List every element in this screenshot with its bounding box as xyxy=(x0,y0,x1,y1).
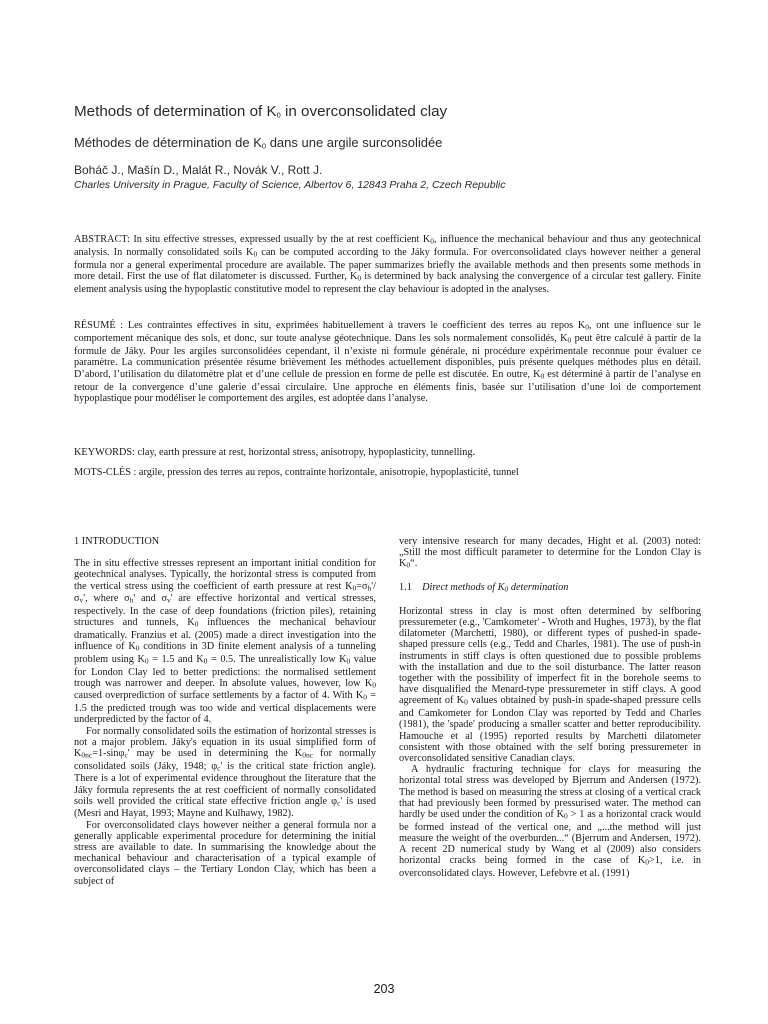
left-column xyxy=(74,536,376,887)
paragraph: very intensive research for many decades, Hight et al. (2003) noted: „Still the most difficult parameter to determine for the London Clay is $K_0“$. xyxy=(399,536,701,570)
paper-title-english: Methods of determination of $K_0$ in overconsolidated clay xyxy=(74,103,448,120)
paragraph: For normally consolidated soils the estimation of horizontal stresses is not a major problem. Jáky's equation in its usual simplified form of $K_{0nc}=1-\sin\varphi_c'$ may be used in determining the $K_{0nc}$ for normally consolidated soils (Jáky, 1948; $\varphi_c'$ is the critical state friction angle). There is a lot of experimental evidence throughout the literature that the Jáky formula represents the at rest coefficient of normally consolidated soils well provided the critical state effective friction angle $\varphi_c'$ is used (Mesri and Hayat, 1993; Mayne and Kulhawy, 1982). xyxy=(74,725,376,820)
paper-title-french: Méthodes de détermination de $K_0$ dans une argile surconsolidée xyxy=(74,135,443,151)
right-column xyxy=(399,536,701,879)
paragraph: A hydraulic fracturing technique for clays for measuring the horizontal total stress was developed by Bjerrum and Andersen (1972). The method is based on measuring the stress at closing of a vertical crack that had previously been formed by pressurised water. The method can hardly be used under the condition of $K_0 > 1$ as a horizontal crack would be formed instead of the vertical one, and „...the method will just measure the weight of the overburden...“ (Bjerrum and Andersen, 1972). A recent 2D numerical study by Wang et al (2009) also considers horizontal cracks being formed in the case of $K_0>1$, i.e. in overconsolidated clays. However, Lefebvre et al. (1991) xyxy=(399,764,701,879)
keywords-french: MOTS-CLÉS : argile, pression des terres au repos, contrainte horizontale, anisotropie, hypoplasticité, tunnel xyxy=(74,467,519,478)
subsection-heading: 1.1 Direct methods of $K_0$ determination xyxy=(399,582,569,594)
paragraph: For overconsolidated clays however neither a general formula nor a generally applicable experimental procedure for determining the initial stress are available to date. In summarising the knowledge about the mechanical behaviour and characterisation of a typical example of overconsolidated clays – the Tertiary London Clay, which has been a subject of xyxy=(74,819,376,887)
paragraph: Horizontal stress in clay is most often determined by selfboring pressuremeter (e.g., 'Camkometer' - Wroth and Hughes, 1973), by the flat dilatometer (Marchetti, 1980), or different types of pushed-in spade-shaped pressure cells (e.g., Tedd and Charles, 1981). The use of push-in instruments in stiff clays is often questioned due to possible problems with the installation and due to the soil disturbance. The latter reason together with the possibility of imperfect fit in the borehole seems to have disqualified the Menard-type pressuremeter in stiff clays. A good agreement of $K_0$ values obtained by push-in spade-shaped pressure cells and Camkometer for London Clay was reported by Tedd and Charles (1981), the 'spade' producing a smaller scatter and better reproducibility. Hamouche et al (1995) reported results by Marchetti dilatometer consistent with those obtained with the self boring pressuremeter in overconsolidated sensitive Canadian clays. xyxy=(399,605,702,764)
affiliation: Charles University in Prague, Faculty of Science, Albertov 6, 12843 Praha 2, Czech Republic xyxy=(74,179,506,191)
paragraph: The in situ effective stresses represent an important initial condition for geotechnical analyses. Typically, the horizontal stress is computed from the vertical stress using the coefficient of earth pressure at rest $K_0=\sigma_h'/\sigma_v'$, where $\sigma_h'$ and $\sigma_v'$ are effective horizontal and vertical stresses, respectively. In the case of deep foundations (friction piles), retaining structures and tunnels, $K_0$ influences the mechanical behaviour dramatically. Franzius et al. (2005) made a direct investigation into the influence of $K_0$ conditions in 3D finite element analysis of a tunneling problem using $K_0 = 1.5$ and $K_0 = 0.5$. The unrealistically low $K_0$ value for London Clay led to better predictions: the normalised settlement trough was narrower and deeper. In absolute values, however, low $K_0$ caused overprediction of surface settlements by a factor of 4. With $K_0 = 1.5$ the predicted trough was too wide and vertical displacements were underpredicted by the factor of 4. xyxy=(74,558,377,726)
section-heading-introduction: 1 INTRODUCTION xyxy=(74,536,160,547)
author-list: Boháč J., Mašín D., Malát R., Novák V., Rott J. xyxy=(74,163,323,177)
abstract-french: RÉSUMÉ : Les contraintes effectives in situ, exprimées habituellement à travers le coefficient des terres au repos $K_0$, ont une influence sur le comportement mécanique des sols, et donc, sur toute analyse géotechnique. Dans les sols normalement consolidés, $K_0$ peut être calculé à partir de la formule de Jáky. Pour les argiles surconsolidées cependant, il n’existe ni formule générale, ni procédure expérimentale reconnue pour évaluer ce paramètre. La communication présentée résume brièvement les méthodes actuellement disponibles, puis présente quelques méthodes plus en détail. D’abord, l’utilisation du dilatomètre plat et d’une cellule de pression en forme de pelle est discutée. En outre, $K_0$ est déterminé à partir de l’analyse en retour de la convergence d’une galerie d’essai circulaire. Une approche en éléments finis, basée sur l’utilisation d’une loi de comportement hypoplastique pour modéliser le comportement des argiles, est adoptée dans l’analyse. xyxy=(74,320,701,404)
keywords-english: KEYWORDS: clay, earth pressure at rest, horizontal stress, anisotropy, hypoplasticity, tunnelling. xyxy=(74,447,476,458)
page-number: 203 xyxy=(373,982,395,996)
abstract-english: ABSTRACT: In situ effective stresses, expressed usually by the at rest coefficient $K_0$, influence the mechanical behaviour and thus any geotechnical analysis. In normally consolidated soils $K_0$ can be computed according to the Jáky formula. For overconsolidated clays however neither a general formula nor a general experimental procedure are available. The paper summarizes briefly the available methods and then presents some methods in more detail. First the use of flat dilatometer is discussed. Further, $K_0$ is determined by back analysing the convergence of a circular test gallery. Finite element analysis using the hypoplastic constitutive model to represent the clay behaviour is adopted in the analyses. xyxy=(74,234,702,296)
